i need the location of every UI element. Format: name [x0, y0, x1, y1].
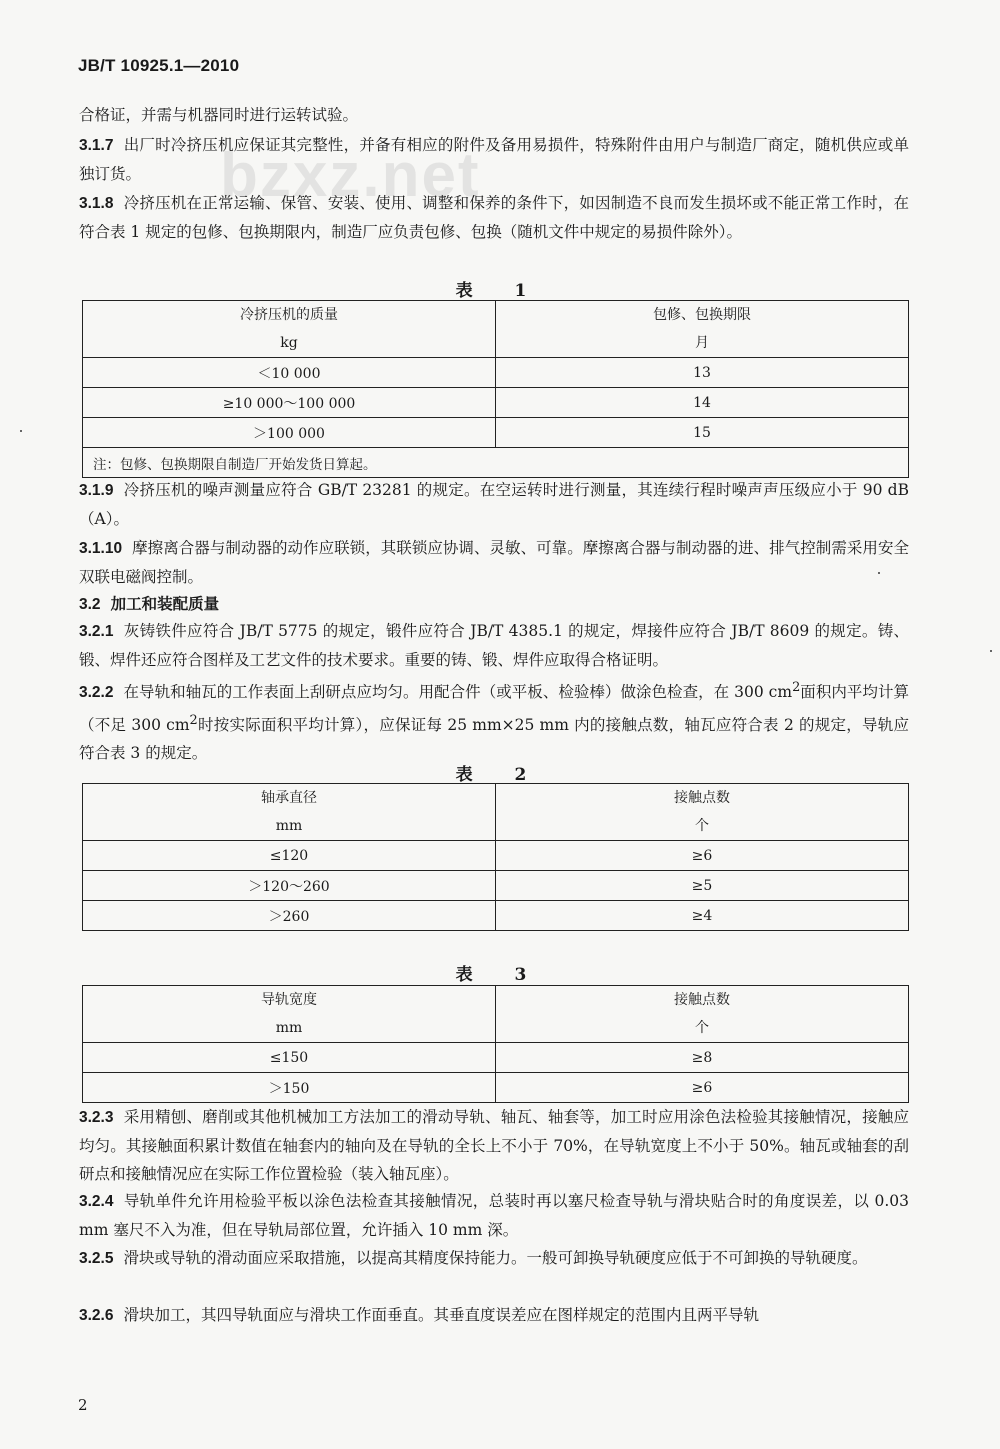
header-unit: 个	[695, 1020, 709, 1036]
table-3-caption: 表 3	[455, 965, 545, 985]
clause-number: 3.2.6	[79, 1307, 114, 1324]
clause-3-2-2	[79, 674, 909, 767]
paragraph-intro	[79, 101, 909, 129]
clause-text: 采用精刨、磨削或其他机械加工方法加工的滑动导轨、轴瓦、轴套等，加工时应用涂色法检验其接触情况，接触应均匀。其接触面积累计数值在轴套内的轴向及在导轨的全长上不小于 70%，在导轨宽度上不小于 50%。轴瓦或轴套的刮研点和接触情况应在实际工作位置检验（装入轴瓦座）。	[79, 1108, 909, 1183]
table-cell: ≥6	[496, 841, 909, 871]
header-unit: mm	[275, 818, 303, 834]
header-label: 接触点数	[674, 790, 730, 806]
clause-text: 摩擦离合器与制动器的动作应联锁，其联锁应协调、灵敏、可靠。摩擦离合器与制动器的进、排气控制需采用安全双联电磁阀控制。	[79, 539, 909, 586]
scan-speck	[20, 430, 22, 432]
header-unit: mm	[275, 1020, 303, 1036]
table-2	[82, 783, 909, 931]
table-cell: 13	[496, 358, 909, 388]
clause-text: 导轨单件允许用检验平板以涂色法检查其接触情况，总装时再以塞尺检查导轨与滑块贴合时的角度误差，以 0.03 mm 塞尺不入为准，但在导轨局部位置，允许插入 10 mm 深。	[79, 1192, 909, 1239]
table-header-cell	[496, 301, 909, 358]
table-row	[83, 388, 909, 418]
clause-3-2-3	[79, 1103, 909, 1188]
clause-text: 面积内平均计算（不足 300 cm	[79, 683, 909, 735]
header-unit: kg	[280, 335, 298, 351]
header-label: 接触点数	[674, 992, 730, 1008]
table-header-cell	[83, 784, 496, 841]
table-1-caption: 表 1	[455, 281, 545, 301]
clause-text: 滑块加工，其四导轨面应与滑块工作面垂直。其垂直度误差应在图样规定的范围内且两平导轨	[123, 1306, 759, 1324]
paragraph-text: 合格证，并需与机器同时进行运转试验。	[79, 106, 359, 124]
table-3	[82, 985, 909, 1103]
table-2-caption: 表 2	[455, 765, 545, 785]
table-row	[83, 901, 909, 931]
header-label: 冷挤压机的质量	[240, 307, 338, 323]
section-number: 3.2	[79, 596, 101, 613]
clause-3-2-4	[79, 1187, 909, 1244]
table-row	[83, 1073, 909, 1103]
table-header-cell	[83, 986, 496, 1043]
table-row	[83, 1043, 909, 1073]
table-cell: ≥4	[496, 901, 909, 931]
clause-3-2-6	[79, 1301, 909, 1330]
table-cell: ≤120	[83, 841, 496, 871]
clause-text: 冷挤压机在正常运输、保管、安装、使用、调整和保养的条件下，如因制造不良而发生损坏或不能正常工作时，在符合表 1 规定的包修、包换期限内，制造厂应负责包修、包换（随机文件中规定的易损件除外）。	[79, 194, 909, 241]
clause-number: 3.2.1	[79, 623, 114, 640]
clause-text: 时按实际面积平均计算），应保证每 25 mm×25 mm 内的接触点数，轴瓦应符合表 2 的规定，导轨应符合表 3 的规定。	[79, 716, 909, 763]
table-cell: ≥10 000～100 000	[83, 388, 496, 418]
table-cell: ≥8	[496, 1043, 909, 1073]
table-header-cell	[496, 784, 909, 841]
table-1	[82, 300, 909, 478]
table-cell: ＞260	[83, 901, 496, 931]
table-cell: 15	[496, 418, 909, 448]
table-cell: ＜10 000	[83, 358, 496, 388]
table-header-row	[83, 784, 909, 841]
scan-speck	[990, 650, 992, 652]
header-unit: 月	[695, 335, 709, 351]
clause-text: 冷挤压机的噪声测量应符合 GB/T 23281 的规定。在空运转时进行测量，其连续行程时噪声声压级应小于 90 dB（A）。	[79, 481, 909, 528]
clause-3-2-5	[79, 1244, 909, 1273]
clause-3-1-7	[79, 131, 909, 188]
table-header-row	[83, 986, 909, 1043]
table-cell: 14	[496, 388, 909, 418]
table-header-row	[83, 301, 909, 358]
table-cell: ≥6	[496, 1073, 909, 1103]
clause-3-1-9	[79, 476, 909, 533]
table-cell: ≥5	[496, 871, 909, 901]
header-unit: 个	[695, 818, 709, 834]
superscript: 2	[792, 680, 801, 695]
table-header-cell	[83, 301, 496, 358]
clause-number: 3.1.8	[79, 195, 114, 212]
table-row	[83, 418, 909, 448]
clause-3-1-10	[79, 534, 909, 591]
superscript: 2	[189, 713, 198, 729]
standard-code-header: JB/T 10925.1—2010	[78, 56, 240, 75]
section-3-2-heading	[79, 590, 909, 619]
clause-number: 3.2.3	[79, 1109, 114, 1126]
clause-number: 3.1.9	[79, 482, 114, 499]
header-label: 导轨宽度	[261, 992, 317, 1008]
header-label: 轴承直径	[261, 790, 317, 806]
table-cell: ＞100 000	[83, 418, 496, 448]
header-label: 包修、包换期限	[653, 307, 751, 323]
table-row	[83, 871, 909, 901]
table-row	[83, 841, 909, 871]
table-row	[83, 358, 909, 388]
page-number: 2	[78, 1396, 88, 1414]
clause-text: 出厂时冷挤压机应保证其完整性，并备有相应的附件及备用易损件，特殊附件由用户与制造厂商定，随机供应或单独订货。	[79, 136, 909, 183]
clause-number: 3.2.4	[79, 1193, 114, 1210]
clause-text: 滑块或导轨的滑动面应采取措施，以提高其精度保持能力。一般可卸换导轨硬度应低于不可卸换的导轨硬度。	[123, 1249, 868, 1267]
clause-text: 在导轨和轴瓦的工作表面上刮研点应均匀。用配合件（或平板、检验棒）做涂色检查，在 300 cm	[123, 683, 793, 702]
table-cell: ＞120～260	[83, 871, 496, 901]
table-cell: ≤150	[83, 1043, 496, 1073]
scan-speck	[878, 572, 880, 574]
table-note: 注：包修、包换期限自制造厂开始发货日算起。	[83, 448, 909, 478]
clause-number: 3.2.2	[79, 684, 114, 702]
clause-3-1-8	[79, 189, 909, 246]
clause-3-2-1	[79, 617, 909, 674]
table-cell: ＞150	[83, 1073, 496, 1103]
section-title: 加工和装配质量	[110, 594, 220, 613]
watermark: bzxz.net	[220, 141, 481, 210]
clause-number: 3.1.10	[79, 540, 123, 557]
clause-number: 3.1.7	[79, 137, 114, 154]
table-note-row	[83, 448, 909, 478]
table-header-cell	[496, 986, 909, 1043]
clause-text: 灰铸铁件应符合 JB/T 5775 的规定，锻件应符合 JB/T 4385.1 的规定，焊接件应符合 JB/T 8609 的规定。铸、锻、焊件还应符合图样及工艺文件的技术要求。重要的铸、锻、焊件应取得合格证明。	[79, 622, 909, 669]
clause-number: 3.2.5	[79, 1250, 114, 1267]
